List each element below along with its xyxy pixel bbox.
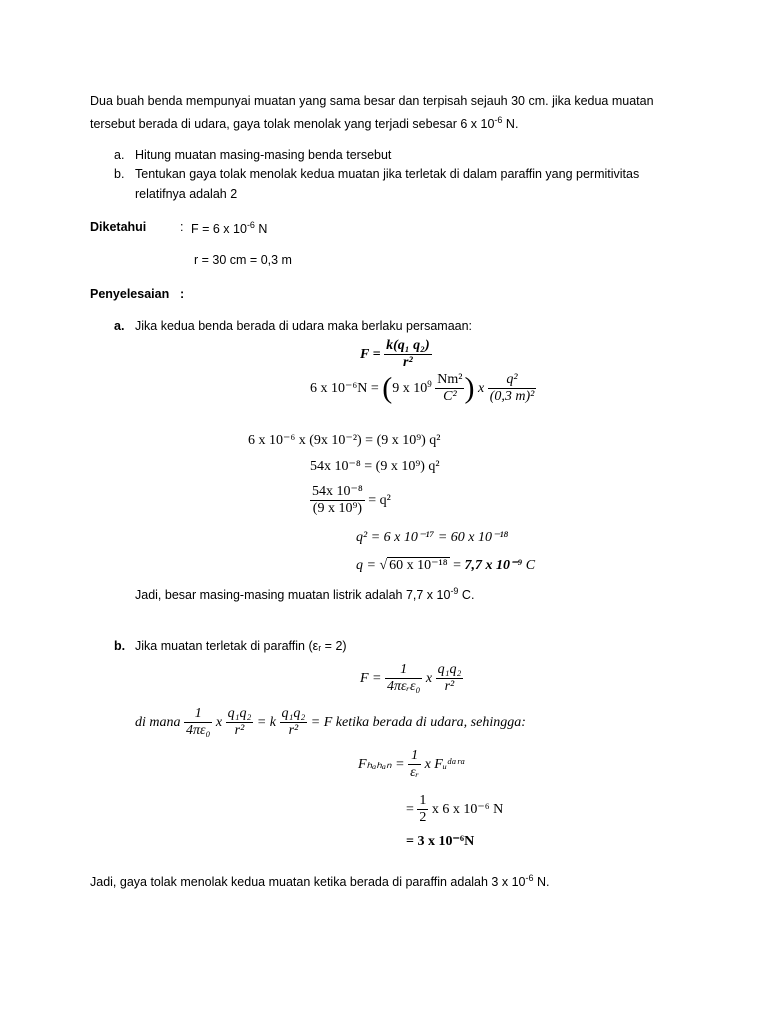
equation-step-6 — [356, 531, 508, 545]
final-conclusion — [90, 874, 549, 889]
where-charge-fraction — [226, 706, 254, 739]
known-force — [191, 221, 267, 236]
known-distance: r = 30 cm = 0,3 m — [194, 253, 292, 267]
step-5-fraction — [310, 484, 365, 517]
item-a-text: Hitung muatan masing-masing benda tersebut — [135, 148, 392, 162]
coulomb-law-equation — [360, 338, 432, 371]
material-force-product: x 6 x 10⁻⁶ N — [431, 801, 504, 817]
distance-squared: (0,3 m)² — [489, 389, 535, 405]
equation-step-4: 54x 10⁻⁸ = (9 x 10⁹) q² — [310, 459, 440, 474]
known-force-exponent: -6 — [246, 220, 255, 230]
constant-unit-fraction — [435, 372, 464, 405]
where-k-equals: = k — [256, 714, 277, 730]
multiply-sign: x — [477, 380, 485, 396]
paraffin-force-lhs: F = — [360, 670, 382, 686]
part-b-marker: b. — [114, 639, 126, 653]
solution-label: Penyelesaian — [90, 287, 170, 301]
where-conclusion: = F ketika berada di udara, sehingga: — [310, 714, 526, 730]
paraffin-charge-fraction — [436, 662, 464, 695]
charge-result: 7,7 x 10⁻⁹ — [464, 558, 523, 573]
material-force-lhs: Fₕₐₕₐₙ = — [358, 756, 405, 772]
half-fraction — [417, 793, 428, 826]
problem-text-line-1: Dua buah benda mempunyai muatan yang sama besar dan terpisah sejauh 30 cm. jika kedua muatan — [90, 94, 654, 108]
multiply-sign: x — [425, 670, 433, 686]
final-conclusion-unit: N. — [533, 875, 550, 889]
charge-unit: C — [522, 558, 536, 573]
where-constant-denominator: 4πε₀ — [186, 723, 211, 739]
right-paren: ) — [464, 371, 475, 405]
coulomb-constant: 9 x 10 — [392, 380, 428, 396]
known-force-unit: N — [254, 222, 268, 236]
constant-unit-denominator: C² — [435, 388, 464, 405]
sqrt-sign: √ — [379, 558, 388, 573]
where-charge-denominator: r² — [226, 722, 254, 739]
problem-force-exponent: -6 — [494, 115, 503, 125]
problem-text-line-2 — [90, 116, 518, 131]
where-constant-fraction — [184, 706, 212, 739]
known-colon: : — [180, 220, 184, 234]
material-force-step-2 — [406, 793, 503, 826]
part-a-marker: a. — [114, 319, 125, 333]
charge-distance-fraction — [488, 372, 537, 405]
part-a-conclusion — [135, 587, 474, 602]
coulomb-constant-exponent: 9 — [427, 378, 432, 389]
part-a-conclusion-text: Jadi, besar masing-masing muatan listrik adalah 7,7 x 10 — [135, 588, 451, 602]
item-b-text-line-2: relatifnya adalah 2 — [135, 187, 238, 201]
multiply-sign: x — [215, 714, 223, 730]
where-text: di mana — [135, 714, 181, 730]
half-denominator: 2 — [419, 810, 427, 826]
final-conclusion-text: Jadi, gaya tolak menolak kedua muatan ketika berada di paraffin adalah 3 x 10 — [90, 875, 526, 889]
equation-step-7 — [356, 559, 535, 573]
solution-colon: : — [180, 287, 185, 301]
where-constant-numerator: 1 — [194, 706, 202, 721]
where-equation — [135, 706, 526, 739]
paraffin-constant-denominator: 4πεᵣε₀ — [387, 679, 421, 695]
step-5-numerator: 54x 10⁻⁸ — [312, 484, 363, 499]
known-force-text: F = 6 x 10 — [191, 222, 247, 236]
coulomb-law-fraction — [384, 338, 432, 371]
where-charge-numerator: q₁q₂ — [227, 706, 252, 721]
problem-force-unit: N. — [502, 117, 519, 131]
paraffin-charge-denominator: r² — [436, 678, 464, 695]
equation-step-5 — [310, 484, 391, 517]
where-k-numerator: q₁q₂ — [281, 706, 306, 721]
paraffin-charge-numerator: q₁q₂ — [437, 662, 462, 677]
charge-symbol: q = — [356, 558, 376, 573]
permittivity-denominator: εᵣ — [410, 765, 420, 781]
final-conclusion-exponent: -6 — [525, 873, 534, 883]
charge-squared: q² — [506, 372, 518, 387]
where-k-fraction — [280, 706, 308, 739]
known-label: Diketahui — [90, 220, 147, 234]
material-force-equation — [358, 748, 466, 781]
coulomb-law-lhs: F = — [360, 346, 381, 362]
left-paren: ( — [382, 371, 393, 405]
half-numerator: 1 — [419, 793, 427, 808]
part-a-conclusion-exponent: -9 — [450, 586, 459, 596]
paraffin-constant-numerator: 1 — [400, 662, 408, 677]
substitution-lhs: 6 x 10⁻⁶N = — [310, 380, 379, 396]
coulomb-law-numerator: k(q₁ q₂) — [386, 338, 430, 353]
problem-force-text: tersebut berada di udara, gaya tolak menolak yang terjadi sebesar 6 x 10 — [90, 117, 495, 131]
equals-sign: = — [406, 801, 414, 817]
permittivity-fraction — [408, 748, 421, 781]
item-a-marker: a. — [114, 148, 125, 162]
coulomb-law-denominator: r² — [384, 354, 432, 371]
where-k-denominator: r² — [280, 722, 308, 739]
paraffin-constant-fraction — [385, 662, 422, 695]
part-b-intro: Jika muatan terletak di paraffin (εᵣ = 2) — [135, 639, 347, 653]
part-a-intro: Jika kedua benda berada di udara maka berlaku persamaan: — [135, 319, 473, 333]
permittivity-numerator: 1 — [411, 748, 419, 763]
equals-sign: = — [449, 558, 465, 573]
item-b-text-line-1: Tentukan gaya tolak menolak kedua muatan jika terletak di dalam paraffin yang permitivitas — [135, 167, 640, 181]
step-5-denominator: (9 x 10⁹) — [310, 500, 365, 517]
air-force-term: x Fᵤᵈᵃʳᵃ — [424, 756, 466, 772]
paraffin-force-equation — [360, 662, 463, 695]
material-force-result: = 3 x 10⁻⁶N — [406, 834, 475, 849]
sqrt-content: 60 x 10⁻¹⁸ — [389, 558, 448, 573]
substitution-equation — [310, 372, 536, 405]
equation-step-3: 6 x 10⁻⁶ x (9x 10⁻²) = (9 x 10⁹) q² — [248, 433, 441, 448]
item-b-marker: b. — [114, 167, 125, 181]
constant-unit-numerator: Nm² — [437, 372, 463, 387]
part-a-conclusion-unit: C. — [458, 588, 475, 602]
step-5-rhs: = q² — [368, 492, 391, 508]
step-6-text: q² = 6 x 10⁻¹⁷ = 60 x 10⁻¹⁸ — [356, 530, 509, 545]
